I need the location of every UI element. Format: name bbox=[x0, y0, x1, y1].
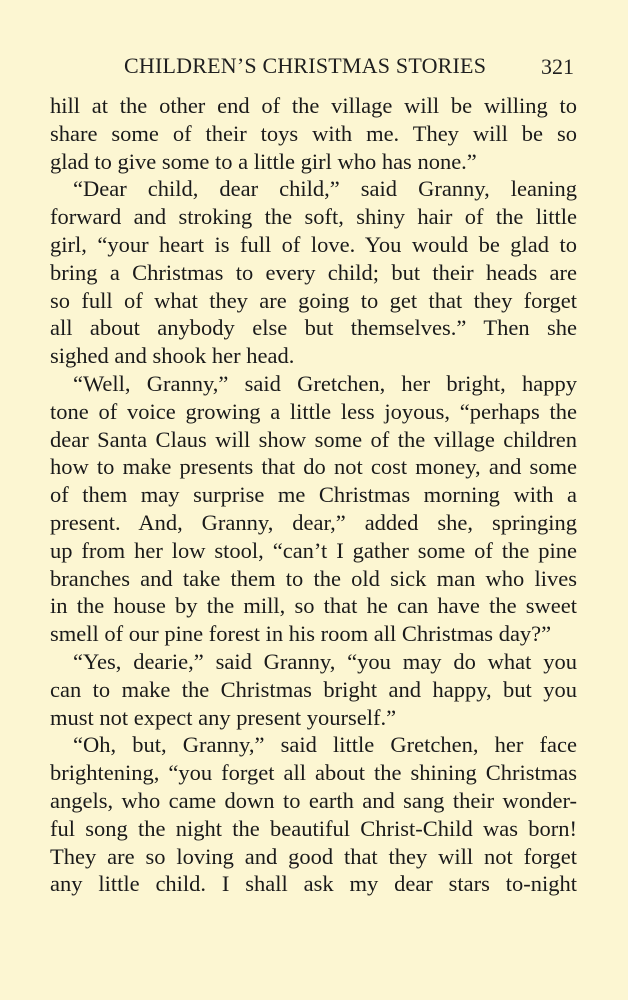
paragraph-1 bbox=[50, 92, 577, 175]
page-header bbox=[50, 50, 582, 86]
text-line: in the house by the mill, so that he can have the sweet bbox=[50, 593, 577, 619]
text-line: brightening, “you forget all about the shining Christmas bbox=[50, 760, 577, 786]
text-line: tone of voice growing a little less joyous, “perhaps the bbox=[50, 398, 577, 424]
paragraph-3 bbox=[50, 370, 577, 648]
text-line: so full of what they are going to get that they forget bbox=[50, 287, 577, 313]
text-line: smell of our pine forest in his room all Christmas day?” bbox=[50, 621, 552, 647]
text-line: dear Santa Claus will show some of the village children bbox=[50, 426, 577, 452]
text-line: “Oh, but, Granny,” said little Gretchen, her face bbox=[73, 732, 577, 758]
text-line: “Yes, dearie,” said Granny, “you may do what you bbox=[73, 648, 577, 674]
body-text bbox=[50, 92, 577, 898]
paragraph-2 bbox=[50, 175, 577, 370]
text-line: up from her low stool, “can’t I gather some of the pine bbox=[50, 537, 577, 563]
text-line: share some of their toys with me. They will be so bbox=[50, 120, 577, 146]
text-line: girl, “your heart is full of love. You would be glad to bbox=[50, 231, 577, 257]
text-line: can to make the Christmas bright and happy, but you bbox=[50, 676, 577, 702]
text-line: They are so loving and good that they will not forget bbox=[50, 843, 577, 869]
text-line: present. And, Granny, dear,” added she, springing bbox=[50, 509, 577, 535]
paragraph-4 bbox=[50, 648, 577, 731]
text-line: forward and stroking the soft, shiny hair of the little bbox=[50, 204, 577, 230]
text-line: sighed and shook her head. bbox=[50, 343, 295, 369]
page-number: 321 bbox=[541, 54, 574, 79]
text-line: bring a Christmas to every child; but their heads are bbox=[50, 259, 577, 285]
text-line: any little child. I shall ask my dear stars to-night bbox=[50, 871, 577, 897]
text-line: must not expect any present yourself.” bbox=[50, 704, 397, 730]
text-line: glad to give some to a little girl who has none.” bbox=[50, 148, 477, 174]
text-line: of them may surprise me Christmas morning with a bbox=[50, 482, 577, 508]
text-line: how to make presents that do not cost money, and some bbox=[50, 454, 577, 480]
running-head: CHILDREN’S CHRISTMAS STORIES bbox=[124, 53, 487, 78]
text-line: branches and take them to the old sick man who lives bbox=[50, 565, 577, 591]
text-line: “Well, Granny,” said Gretchen, her bright, happy bbox=[73, 370, 577, 396]
text-line: ful song the night the beautiful Christ-Child was born! bbox=[50, 815, 577, 841]
text-line: all about anybody else but themselves.” Then she bbox=[50, 315, 577, 341]
text-line: hill at the other end of the village will be willing to bbox=[50, 93, 577, 118]
paragraph-5 bbox=[50, 731, 577, 898]
text-line: “Dear child, dear child,” said Granny, leaning bbox=[73, 176, 577, 202]
text-line: angels, who came down to earth and sang their wonder- bbox=[50, 787, 577, 813]
